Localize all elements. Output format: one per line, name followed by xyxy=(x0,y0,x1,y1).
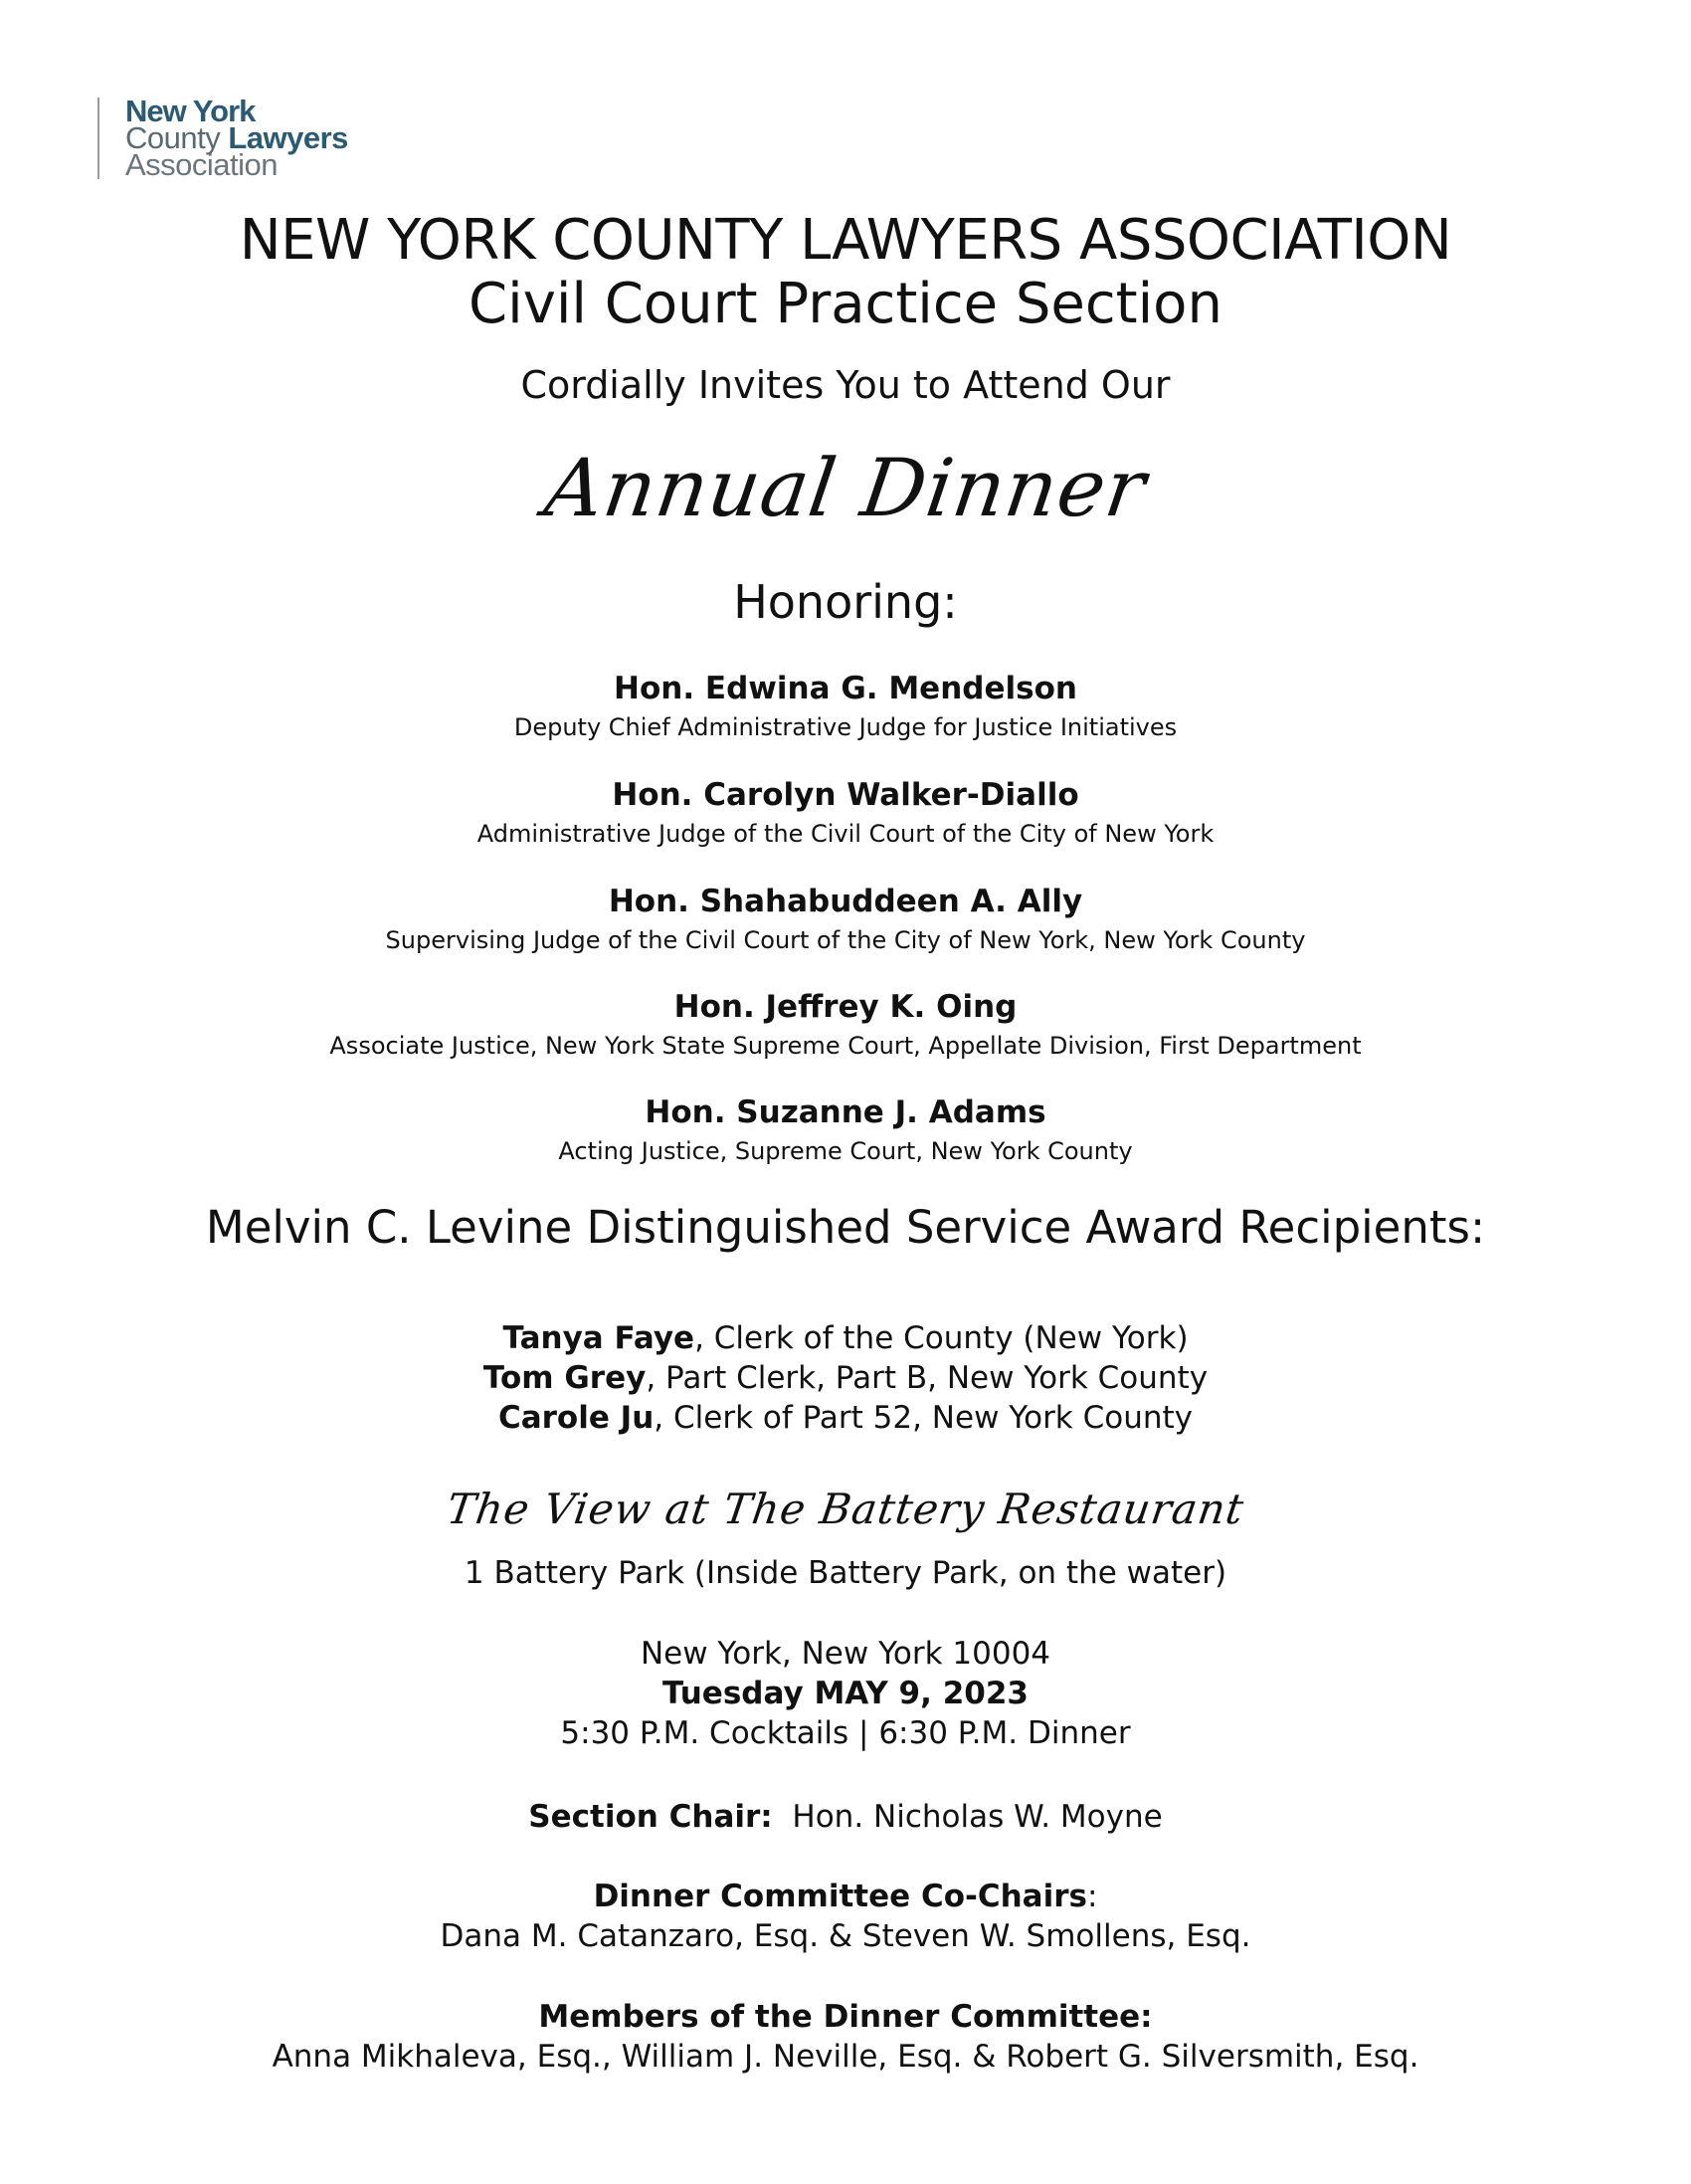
section-chair-line xyxy=(0,1797,1691,1837)
members-heading: Members of the Dinner Committee: xyxy=(538,1999,1153,2035)
honoree-name: Hon. Shahabuddeen A. Ally xyxy=(608,884,1083,919)
venue-address: 1 Battery Park (Inside Battery Park, on the water) xyxy=(464,1555,1227,1591)
recipient-name: Tanya Faye xyxy=(502,1320,695,1356)
venue-name-script: The View at The Battery Restaurant xyxy=(444,1485,1247,1533)
organization-title: NEW YORK COUNTY LAWYERS ASSOCIATION xyxy=(239,208,1452,273)
award-recipient xyxy=(0,1398,1691,1438)
honoree-name: Hon. Jeffrey K. Oing xyxy=(673,989,1018,1025)
honoree-title: Deputy Chief Administrative Judge for Justice Initiatives xyxy=(513,713,1178,741)
logo-county: County xyxy=(125,120,229,155)
recipient-name: Tom Grey xyxy=(482,1360,647,1396)
event-time: 5:30 P.M. Cocktails | 6:30 P.M. Dinner xyxy=(560,1715,1131,1751)
honoring-heading: Honoring: xyxy=(733,575,958,629)
section-chair-label: Section Chair: xyxy=(528,1799,773,1835)
honoree-title: Acting Justice, Supreme Court, New York County xyxy=(558,1137,1133,1165)
honoree-name: Hon. Edwina G. Mendelson xyxy=(614,671,1077,706)
event-date: Tuesday MAY 9, 2023 xyxy=(662,1676,1029,1711)
cochairs-label: Dinner Committee Co-Chairs xyxy=(593,1879,1087,1914)
recipient-detail: , Clerk of Part 52, New York County xyxy=(654,1400,1194,1436)
logo-line-new-york: New York xyxy=(125,94,256,128)
award-recipient xyxy=(0,1358,1691,1398)
section-title: Civil Court Practice Section xyxy=(469,272,1222,336)
award-heading: Melvin C. Levine Distinguished Service Award Recipients: xyxy=(205,1201,1486,1254)
members-names: Anna Mikhaleva, Esq., William J. Neville, Esq. & Robert G. Silversmith, Esq. xyxy=(272,2039,1419,2075)
cochairs-names: Dana M. Catanzaro, Esq. & Steven W. Smollens, Esq. xyxy=(440,1918,1251,1954)
honoree-title: Administrative Judge of the Civil Court of the City of New York xyxy=(476,820,1215,848)
honoree-name: Hon. Carolyn Walker-Diallo xyxy=(612,777,1079,813)
logo-line-association: Association xyxy=(125,147,279,182)
recipient-name: Carole Ju xyxy=(497,1400,655,1436)
honoree-title: Associate Justice, New York State Supreme Court, Appellate Division, First Department xyxy=(329,1032,1362,1060)
logo-lawyers: Lawyers xyxy=(228,120,348,155)
event-title-script: Annual Dinner xyxy=(539,442,1152,534)
nycla-logo xyxy=(97,94,348,182)
cochairs-colon: : xyxy=(1086,1879,1098,1914)
venue-city: New York, New York 10004 xyxy=(640,1636,1051,1672)
recipient-detail: , Clerk of the County (New York) xyxy=(694,1320,1189,1356)
recipient-detail: , Part Clerk, Part B, New York County xyxy=(646,1360,1209,1396)
honoree-title: Supervising Judge of the Civil Court of the City of New York, New York County xyxy=(385,926,1306,954)
invitation-line: Cordially Invites You to Attend Our xyxy=(520,363,1171,407)
cochairs-heading xyxy=(0,1877,1691,1916)
section-chair-name: Hon. Nicholas W. Moyne xyxy=(792,1799,1163,1835)
award-recipient xyxy=(0,1318,1691,1358)
honoree-name: Hon. Suzanne J. Adams xyxy=(645,1094,1046,1130)
